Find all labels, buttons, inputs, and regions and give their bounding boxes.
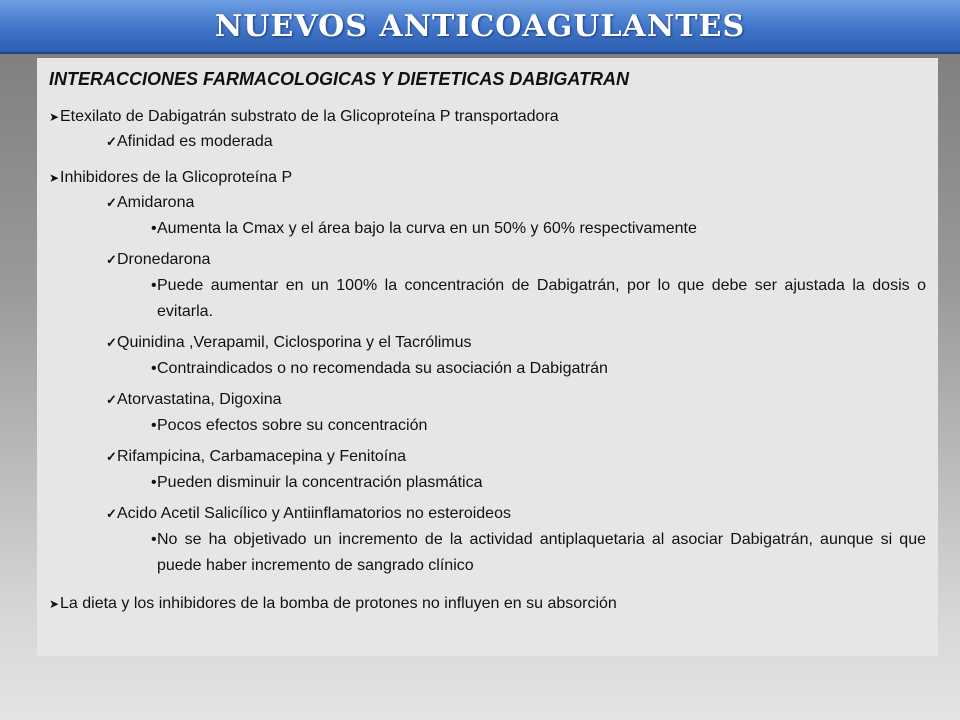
slide-title: NUEVOS ANTICOAGULANTES — [214, 8, 746, 44]
detail-text: Pocos efectos sobre su concentración — [157, 417, 428, 434]
checkmark-icon: ✓ — [106, 506, 117, 521]
checkmark-icon: ✓ — [106, 392, 117, 407]
bullet-text: Etexilato de Dabigatrán substrato de la Glicoproteína P transportadora — [60, 108, 559, 125]
checkmark-icon: ✓ — [106, 252, 117, 267]
title-bar — [0, 0, 960, 54]
section-heading: INTERACCIONES FARMACOLOGICAS Y DIETETICAS DABIGATRAN — [49, 69, 630, 89]
detail-rifampicina — [49, 470, 926, 496]
dot-bullet-icon: • — [151, 531, 157, 548]
checkmark-icon: ✓ — [106, 134, 117, 149]
detail-atorvastatina — [49, 413, 926, 439]
check-text: Afinidad es moderada — [117, 133, 273, 150]
check-item-affinity — [49, 130, 926, 153]
dot-bullet-icon: • — [151, 417, 157, 434]
check-text: Amidarona — [117, 194, 195, 211]
bullet-text: Inhibidores de la Glicoproteína P — [60, 169, 293, 186]
detail-text: Puede aumentar en un 100% la concentración de Dabigatrán, por lo que debe ser ajustada la dosis o evitarla. — [157, 277, 926, 320]
arrow-bullet-icon: ➤ — [49, 171, 60, 185]
arrow-bullet-icon: ➤ — [49, 110, 60, 124]
check-item-quinidina — [49, 331, 926, 354]
check-text: Acido Acetil Salicílico y Antiinflamatorios no esteroideos — [117, 505, 511, 522]
check-item-dronedarona — [49, 248, 926, 271]
detail-text: Aumenta la Cmax y el área bajo la curva en un 50% y 60% respectivamente — [157, 220, 697, 237]
checkmark-icon: ✓ — [106, 195, 117, 210]
bullet-text: La dieta y los inhibidores de la bomba de protones no influyen en su absorción — [60, 595, 617, 612]
check-item-atorvastatina — [49, 388, 926, 411]
checkmark-icon: ✓ — [106, 449, 117, 464]
checkmark-icon: ✓ — [106, 335, 117, 350]
check-text: Dronedarona — [117, 251, 211, 268]
check-item-rifampicina — [49, 445, 926, 468]
dot-bullet-icon: • — [151, 220, 157, 237]
arrow-bullet-icon: ➤ — [49, 597, 60, 611]
detail-aas — [49, 527, 926, 579]
dot-bullet-icon: • — [151, 474, 157, 491]
bullet-substrate — [49, 106, 926, 128]
check-item-amiodarona — [49, 191, 926, 214]
bullet-diet — [49, 593, 926, 615]
content-panel — [37, 58, 938, 656]
dot-bullet-icon: • — [151, 360, 157, 377]
detail-amiodarona — [49, 216, 926, 242]
detail-text: Pueden disminuir la concentración plasmática — [157, 474, 483, 491]
detail-quinidina — [49, 356, 926, 382]
detail-text: Contraindicados o no recomendada su asociación a Dabigatrán — [157, 360, 608, 377]
check-text: Quinidina ,Verapamil, Ciclosporina y el Tacrólimus — [117, 334, 472, 351]
detail-text: No se ha objetivado un incremento de la actividad antiplaquetaria al asociar Dabigatrán, aunque si que puede haber incremento de sangrado clínico — [157, 531, 926, 574]
detail-dronedarona — [49, 273, 926, 325]
bullet-inhibitors — [49, 167, 926, 189]
check-item-aas — [49, 502, 926, 525]
dot-bullet-icon: • — [151, 277, 157, 294]
check-text: Atorvastatina, Digoxina — [117, 391, 282, 408]
check-text: Rifampicina, Carbamacepina y Fenitoína — [117, 448, 407, 465]
